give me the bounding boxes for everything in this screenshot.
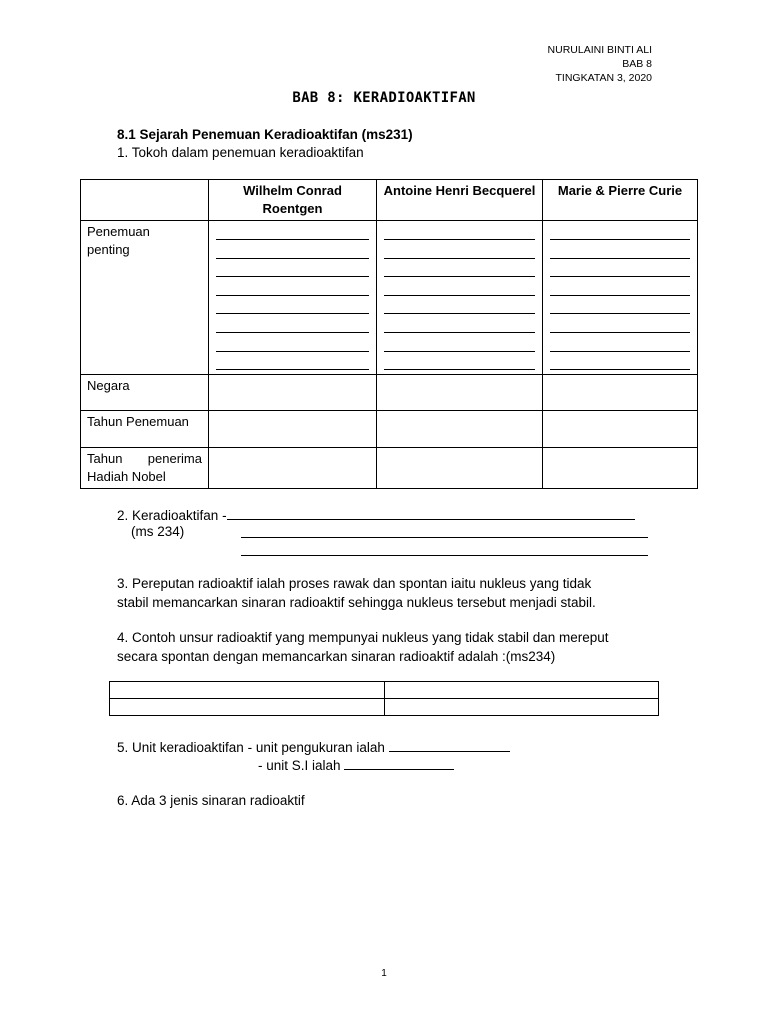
table-row-nobel [81,447,698,488]
table-corner-cell [81,180,209,221]
answer-cell-curie[interactable] [543,221,698,375]
question-4-line-1: 4. Contoh unsur radioaktif yang mempunyai nukleus yang tidak stabil dan mereput [117,630,609,645]
answer-cell[interactable] [209,374,377,410]
answer-line[interactable] [389,739,510,752]
question-3-line-2: stabil memancarkan sinaran radioaktif sehingga nukleus tersebut menjadi stabil. [117,595,596,610]
answer-cell[interactable] [110,682,385,699]
row-label-negara: Negara [81,374,209,410]
question-4-line-2: secara spontan dengan memancarkan sinaran radioaktif adalah :(ms234) [117,649,556,664]
page-number: 1 [381,968,387,979]
chapter-label: BAB 8 [622,58,652,70]
table-row-penemuan [81,221,698,375]
row-label-penemuan: Penemuan penting [81,221,209,375]
table-row-tahun [81,410,698,447]
header-becquerel: Antoine Henri Becquerel [377,180,543,221]
class-year-label: TINGKATAN 3, 2020 [555,72,652,84]
answer-cell-becquerel[interactable] [377,221,543,375]
answer-line[interactable] [227,507,635,520]
question-2-reference: (ms 234) [131,524,185,539]
table-header-row [81,180,698,221]
question-1: 1. Tokoh dalam penemuan keradioaktifan [117,145,364,160]
table-row [110,682,659,699]
table-row [110,699,659,716]
table-row-negara [81,374,698,410]
header-roentgen: Wilhelm Conrad Roentgen [209,180,377,221]
answer-cell[interactable] [377,410,543,447]
scientists-table [80,179,698,489]
answer-cell[interactable] [209,410,377,447]
answer-cell[interactable] [384,699,659,716]
answer-cell[interactable] [384,682,659,699]
question-5-line-1: 5. Unit keradioaktifan - unit pengukuran ialah [117,739,510,755]
question-2: 2. Keradioaktifan - [117,507,635,523]
question-3-line-1: 3. Pereputan radioaktif ialah proses rawak dan spontan iaitu nukleus yang tidak [117,576,592,591]
answer-cell[interactable] [377,447,543,488]
answer-cell[interactable] [543,410,698,447]
answer-line[interactable] [241,555,648,556]
answer-cell[interactable] [543,447,698,488]
question-5-line-2: - unit S.I ialah [258,757,454,773]
elements-table [109,681,659,716]
question-6: 6. Ada 3 jenis sinaran radioaktif [117,793,305,808]
answer-cell-roentgen[interactable] [209,221,377,375]
section-heading: 8.1 Sejarah Penemuan Keradioaktifan (ms231) [117,127,413,142]
answer-cell[interactable] [110,699,385,716]
answer-line[interactable] [344,757,454,770]
answer-cell[interactable] [209,447,377,488]
row-label-tahun: Tahun Penemuan [81,410,209,447]
document-header [548,43,652,85]
page-title: BAB 8: KERADIOAKTIFAN [292,90,476,106]
answer-cell[interactable] [543,374,698,410]
answer-line[interactable] [241,537,648,538]
row-label-nobel: Tahun penerima Hadiah Nobel [81,447,209,488]
header-curie: Marie & Pierre Curie [543,180,698,221]
answer-cell[interactable] [377,374,543,410]
author-name: NURULAINI BINTI ALI [547,44,652,56]
